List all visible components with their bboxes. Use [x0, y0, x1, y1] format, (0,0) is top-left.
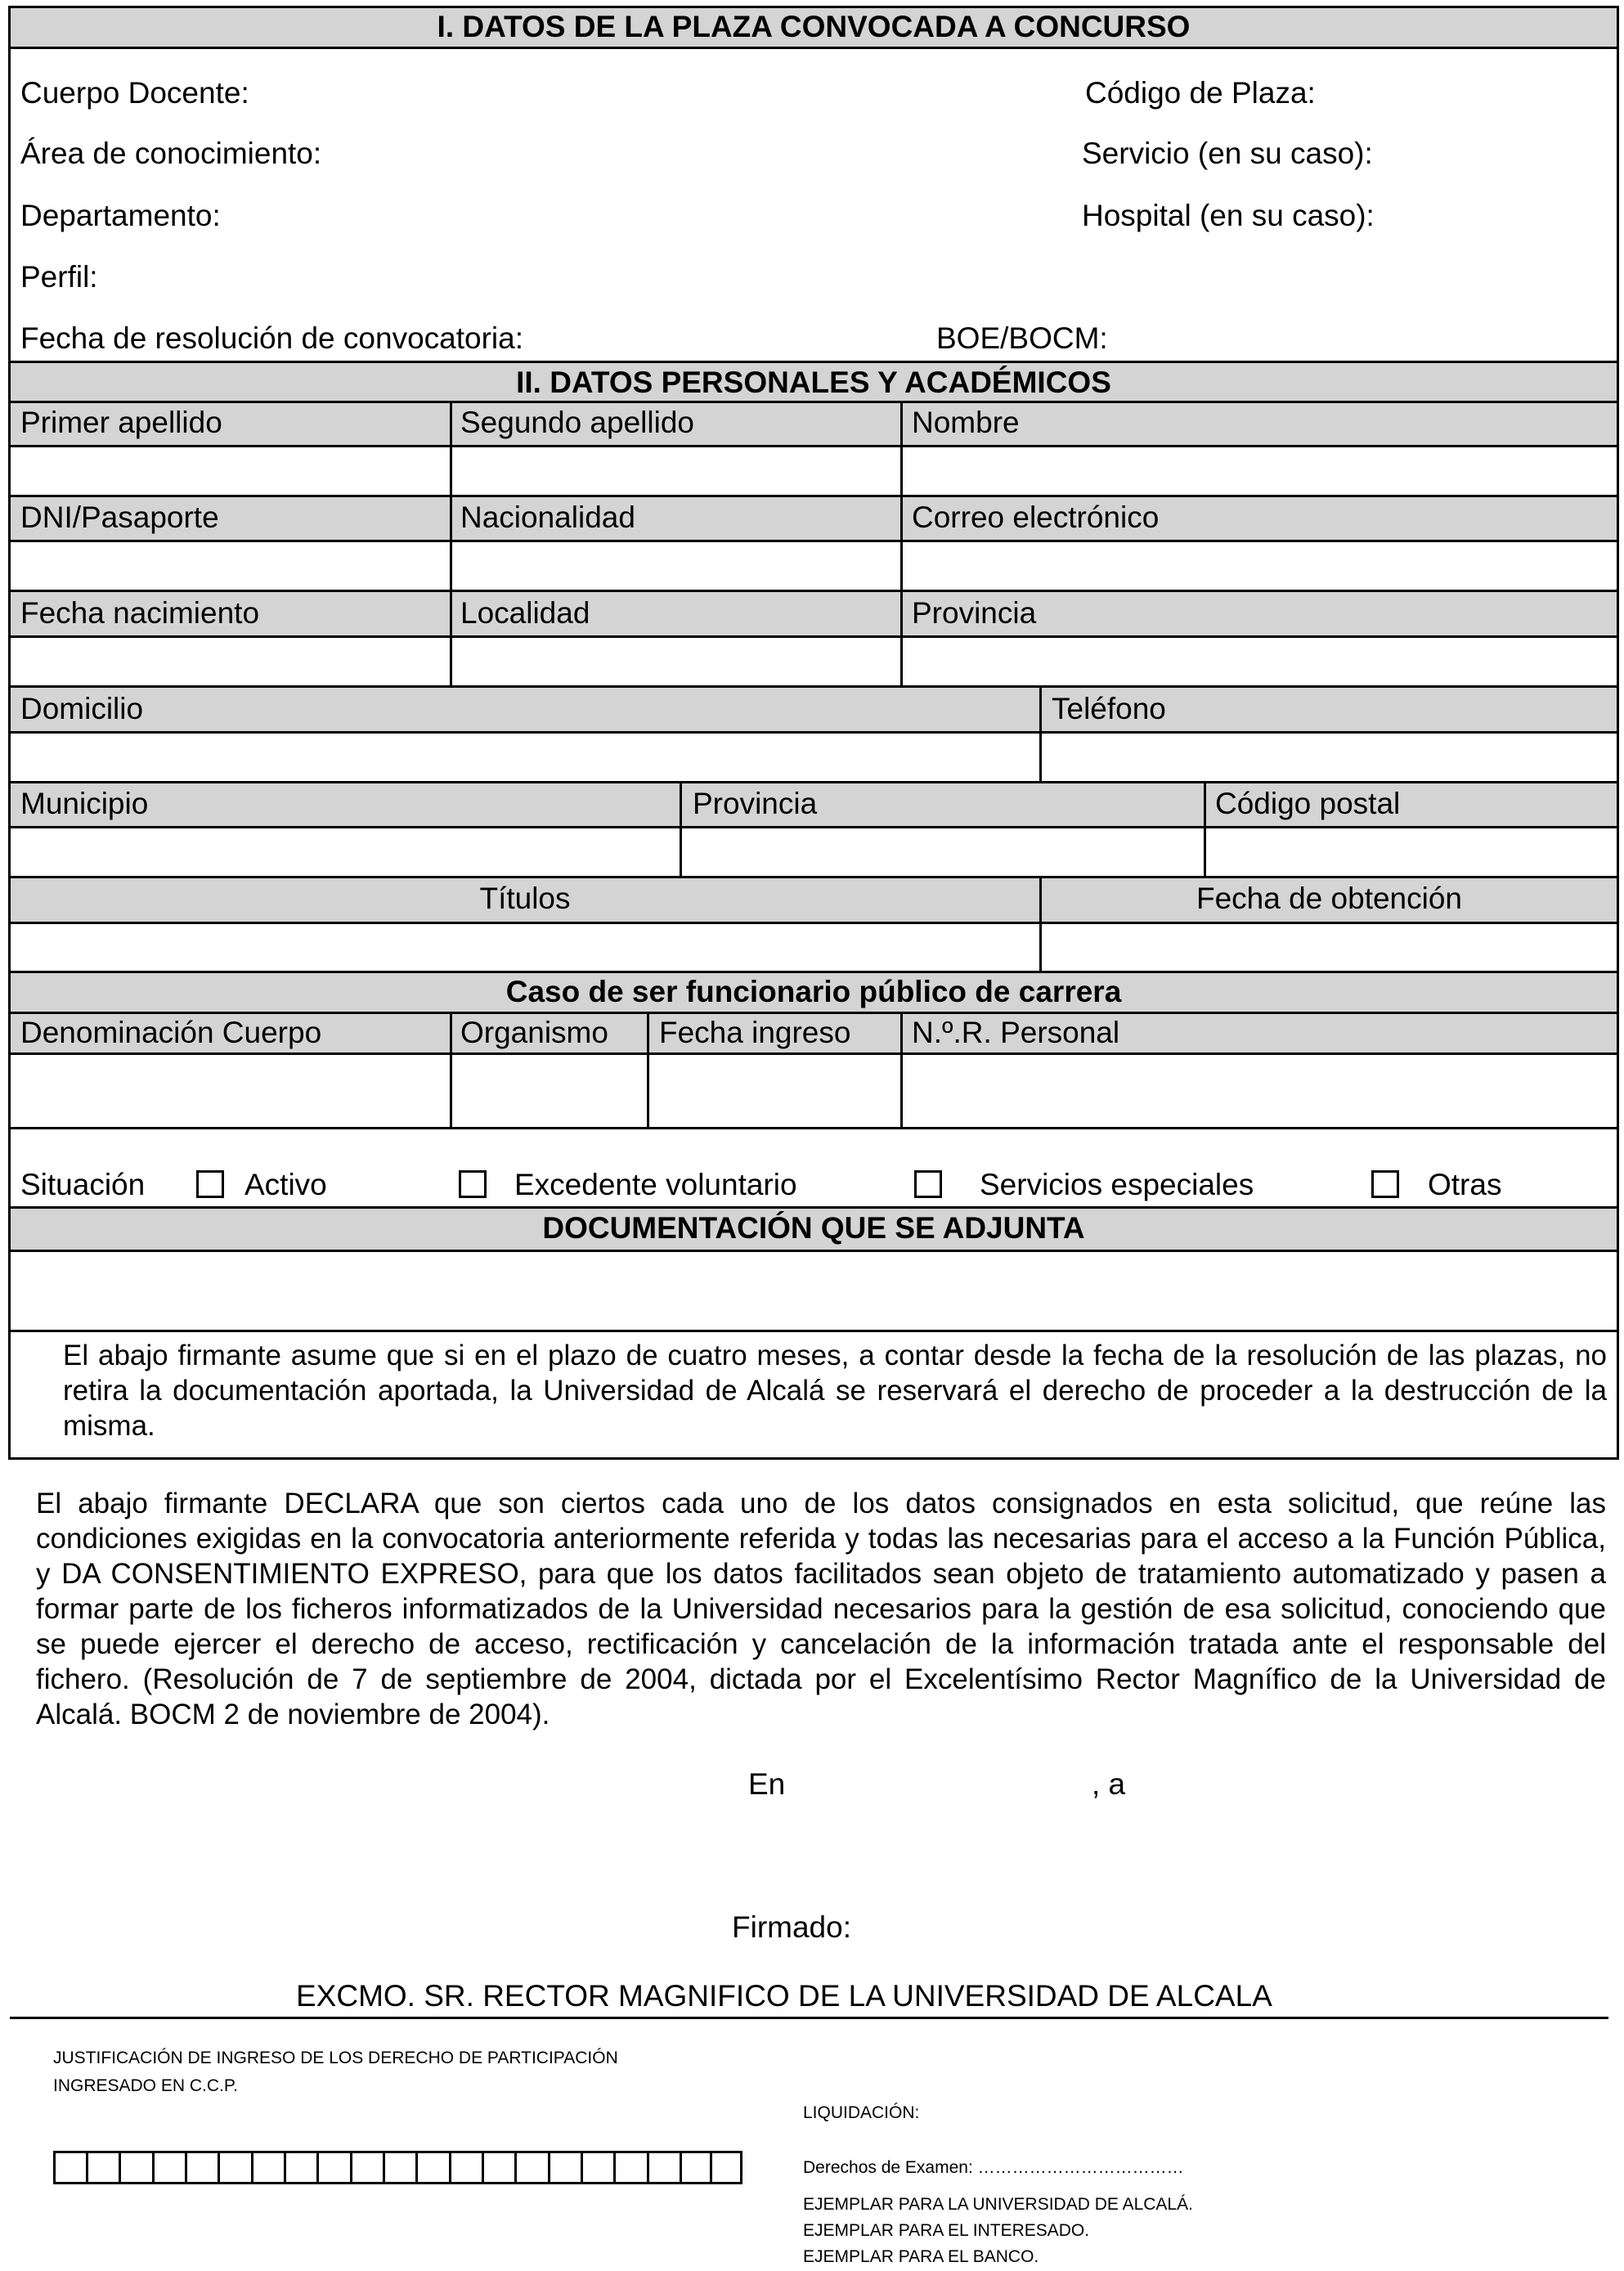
domicilio-field[interactable]: [11, 734, 1039, 781]
fecha-obtencion-label: Fecha de obtención: [1196, 882, 1462, 915]
denominacion-label: Denominación Cuerpo: [20, 1016, 322, 1049]
excedente-checkbox[interactable]: [459, 1170, 487, 1198]
fecha-ingreso-field[interactable]: [651, 1055, 899, 1127]
ejemplar-universidad: EJEMPLAR PARA LA UNIVERSIDAD DE ALCALÁ.: [803, 2195, 1193, 2214]
rector-line: EXCMO. SR. RECTOR MAGNIFICO DE LA UNIVERSIDAD DE ALCALA: [296, 1979, 1272, 2013]
boe-label: BOE/BOCM:: [936, 321, 1108, 355]
servicio-label: Servicio (en su caso):: [1082, 137, 1373, 170]
section1-title: I. DATOS DE LA PLAZA CONVOCADA A CONCURSO: [437, 10, 1191, 43]
localidad-field[interactable]: [454, 638, 899, 685]
ccp-digit-boxes[interactable]: [53, 2151, 742, 2184]
aviso-text: El abajo firmante asume que si en el plazo de cuatro meses, a contar desde la fecha de la resolución de las plazas, no retira la documentación aportada, la Universidad de Alcalá se reservará el derecho de proceder a la destrucción de la misma.: [63, 1340, 1607, 1442]
domicilio-label: Domicilio: [20, 692, 144, 725]
activo-checkbox[interactable]: [196, 1170, 224, 1198]
fecha-nacimiento-label: Fecha nacimiento: [20, 596, 260, 630]
nacionalidad-field[interactable]: [454, 542, 899, 590]
localidad-label: Localidad: [460, 596, 590, 630]
organismo-field[interactable]: [454, 1055, 646, 1127]
fecha-resolucion-label: Fecha de resolución de convocatoria:: [20, 321, 523, 355]
organismo-label: Organismo: [460, 1016, 608, 1049]
primer-apellido-field[interactable]: [11, 447, 450, 495]
cuerpo-docente-label: Cuerpo Docente:: [20, 76, 249, 110]
primer-apellido-label: Primer apellido: [20, 406, 222, 439]
nacionalidad-label: Nacionalidad: [460, 500, 635, 534]
firmado-label: Firmado:: [732, 1910, 851, 1944]
nrp-field[interactable]: [904, 1055, 1617, 1127]
otras-label: Otras: [1428, 1168, 1502, 1201]
servicios-checkbox[interactable]: [914, 1170, 942, 1198]
justificacion-line-2: INGRESADO EN C.C.P.: [53, 2076, 238, 2095]
denominacion-field[interactable]: [11, 1055, 450, 1127]
footer-divider: [10, 2017, 1608, 2019]
nombre-field[interactable]: [904, 447, 1617, 495]
dni-label: DNI/Pasaporte: [20, 500, 219, 534]
correo-label: Correo electrónico: [912, 500, 1160, 534]
documentacion-title: DOCUMENTACIÓN QUE SE ADJUNTA: [542, 1211, 1085, 1245]
titulos-field[interactable]: [11, 924, 1039, 972]
liquidacion-label: LIQUIDACIÓN:: [803, 2103, 920, 2122]
area-label: Área de conocimiento:: [20, 137, 322, 170]
section2-title: II. DATOS PERSONALES Y ACADÉMICOS: [516, 366, 1111, 399]
codigo-postal-field[interactable]: [1208, 828, 1617, 876]
provincia2-label: Provincia: [693, 787, 818, 820]
segundo-apellido-field[interactable]: [454, 447, 899, 495]
codigo-plaza-label: Código de Plaza:: [1085, 76, 1316, 110]
servicios-label: Servicios especiales: [980, 1168, 1254, 1201]
lugar-a: , a: [1092, 1767, 1126, 1801]
fecha-nacimiento-field[interactable]: [11, 638, 450, 685]
funcionario-title: Caso de ser funcionario público de carrera: [505, 975, 1122, 1008]
declaracion-text: El abajo firmante DECLARA que son ciertos cada uno de los datos consignados en esta solicitud, que reúne las condiciones exigidas en la convocatoria anteriormente referida y todas las necesarias para el acceso a la Función Pública, y DA CONSENTIMIENTO EXPRESO, para que los datos facilitados sean objeto de tratamiento automatizado y pasen a formar parte de los ficheros informatizados de la Universidad necesarios para la gestión de esa solicitud, conociendo que se puede ejercer el derecho de acceso, rectificación y cancelación de la información tratada ante el responsable del fichero. (Resolución de 7 de septiembre de 2004, dictada por el Excelentísimo Rector Magnífico de la Universidad de Alcalá. BOCM 2 de noviembre de 2004).: [36, 1488, 1606, 1730]
fecha-ingreso-label: Fecha ingreso: [659, 1016, 851, 1049]
documentacion-field[interactable]: [11, 1252, 1617, 1330]
activo-label: Activo: [244, 1168, 327, 1201]
derechos-examen: Derechos de Examen: ………………………………: [803, 2158, 1184, 2177]
excedente-label: Excedente voluntario: [514, 1168, 797, 1201]
otras-checkbox[interactable]: [1371, 1170, 1399, 1198]
municipio-label: Municipio: [20, 787, 149, 820]
titulos-label: Títulos: [479, 882, 571, 915]
telefono-label: Teléfono: [1052, 692, 1166, 725]
lugar-en: En: [748, 1767, 786, 1801]
fecha-obtencion-field[interactable]: [1043, 924, 1617, 972]
nrp-label: N.º.R. Personal: [912, 1016, 1120, 1049]
provincia-label: Provincia: [912, 596, 1037, 630]
nombre-label: Nombre: [912, 406, 1020, 439]
perfil-label: Perfil:: [20, 260, 98, 294]
codigo-postal-label: Código postal: [1215, 787, 1401, 820]
provincia2-field[interactable]: [684, 828, 1203, 876]
provincia-field[interactable]: [904, 638, 1617, 685]
dni-field[interactable]: [11, 542, 450, 590]
correo-field[interactable]: [904, 542, 1617, 590]
segundo-apellido-label: Segundo apellido: [460, 406, 694, 439]
municipio-field[interactable]: [11, 828, 680, 876]
ejemplar-banco: EJEMPLAR PARA EL BANCO.: [803, 2247, 1039, 2266]
hospital-label: Hospital (en su caso):: [1082, 199, 1375, 232]
ejemplar-interesado: EJEMPLAR PARA EL INTERESADO.: [803, 2221, 1090, 2240]
telefono-field[interactable]: [1043, 734, 1617, 781]
justificacion-line-1: JUSTIFICACIÓN DE INGRESO DE LOS DERECHO DE PARTICIPACIÓN: [53, 2049, 618, 2067]
departamento-label: Departamento:: [20, 199, 221, 232]
situacion-label: Situación: [20, 1168, 146, 1201]
